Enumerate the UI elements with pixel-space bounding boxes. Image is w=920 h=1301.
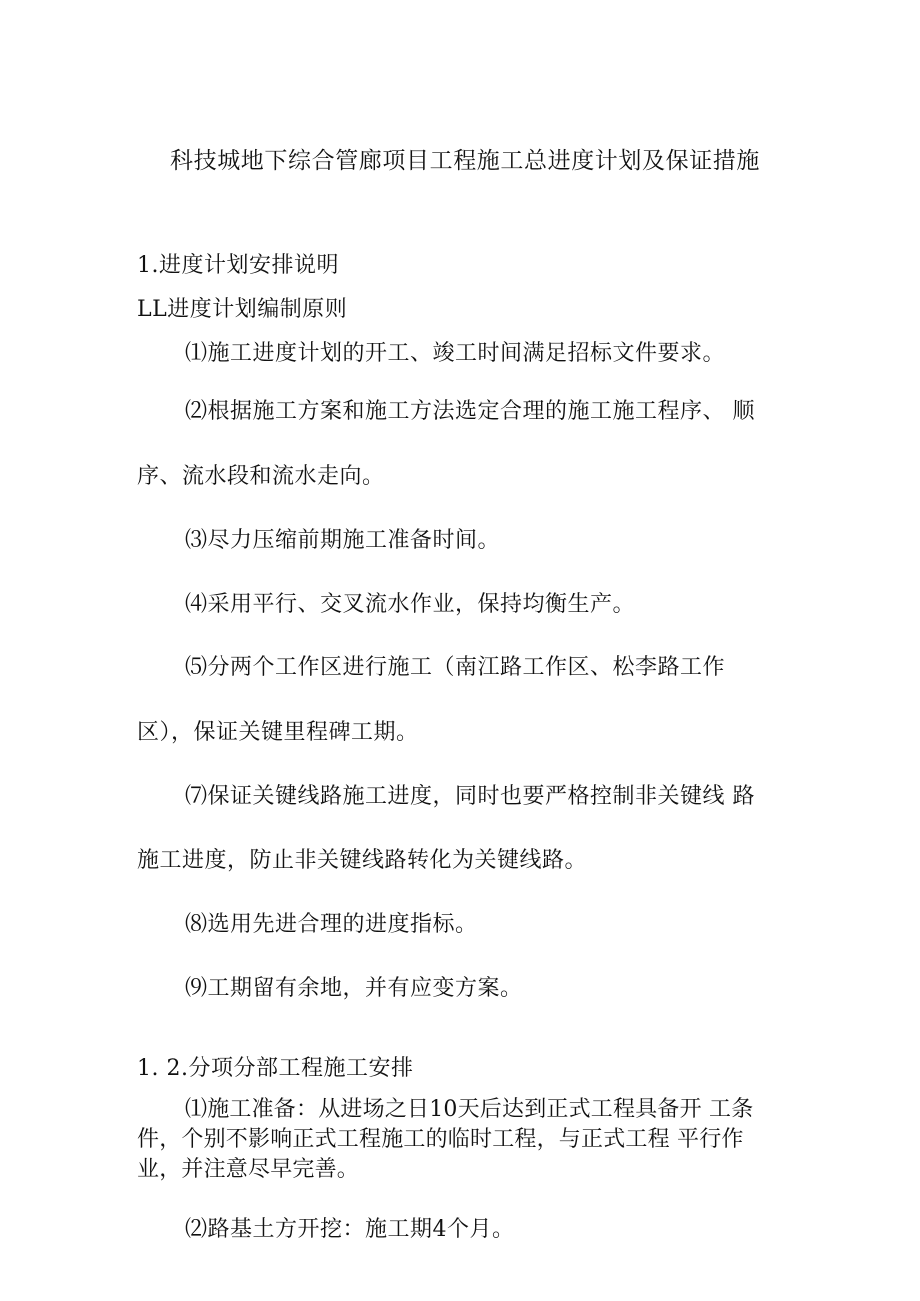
paragraph-line: ⑻选用先进合理的进度指标。 [185,912,478,937]
paragraph-line: 区），保证关键里程碑工期。 [137,720,419,745]
paragraph-line: ⑺保证关键线路施工进度，同时也要严格控制非关键线 路 [185,784,755,809]
paragraph-line: ⑵根据施工方案和施工方法选定合理的施工施工程序、 顺 [185,399,755,424]
subsection-heading: LL进度计划编制原则 [137,297,348,322]
paragraph-line: 序、流水段和流水走向。 [137,464,385,489]
paragraph-line: ⑴施工准备：从进场之日10天后达到正式工程具备开 工条 [185,1097,754,1122]
paragraph-line: ⑴施工进度计划的开工、竣工时间满足招标文件要求。 [185,341,726,366]
document-title: 科技城地下综合管廊项目工程施工总进度计划及保证措施 [170,148,760,174]
paragraph-line: 业，并注意尽早完善。 [137,1157,360,1182]
section-heading: 1. 2.分项分部工程施工安排 [137,1056,414,1081]
section-heading: 1.进度计划安排说明 [137,253,339,278]
paragraph-line: ⑵路基土方开挖：施工期4个月。 [185,1217,515,1242]
paragraph-line: 施工进度，防止非关键线路转化为关键线路。 [137,848,588,873]
paragraph-line: ⑷采用平行、交叉流水作业，保持均衡生产。 [185,592,636,617]
paragraph-line: ⑸分两个工作区进行施工（南江路工作区、松李路工作 [185,655,726,680]
paragraph-line: 件，个别不影响正式工程施工的临时工程，与正式工程 平行作 [137,1127,744,1152]
paragraph-line: ⑶尽力压缩前期施工准备时间。 [185,528,501,553]
paragraph-line: ⑼工期留有余地，并有应变方案。 [185,976,523,1001]
